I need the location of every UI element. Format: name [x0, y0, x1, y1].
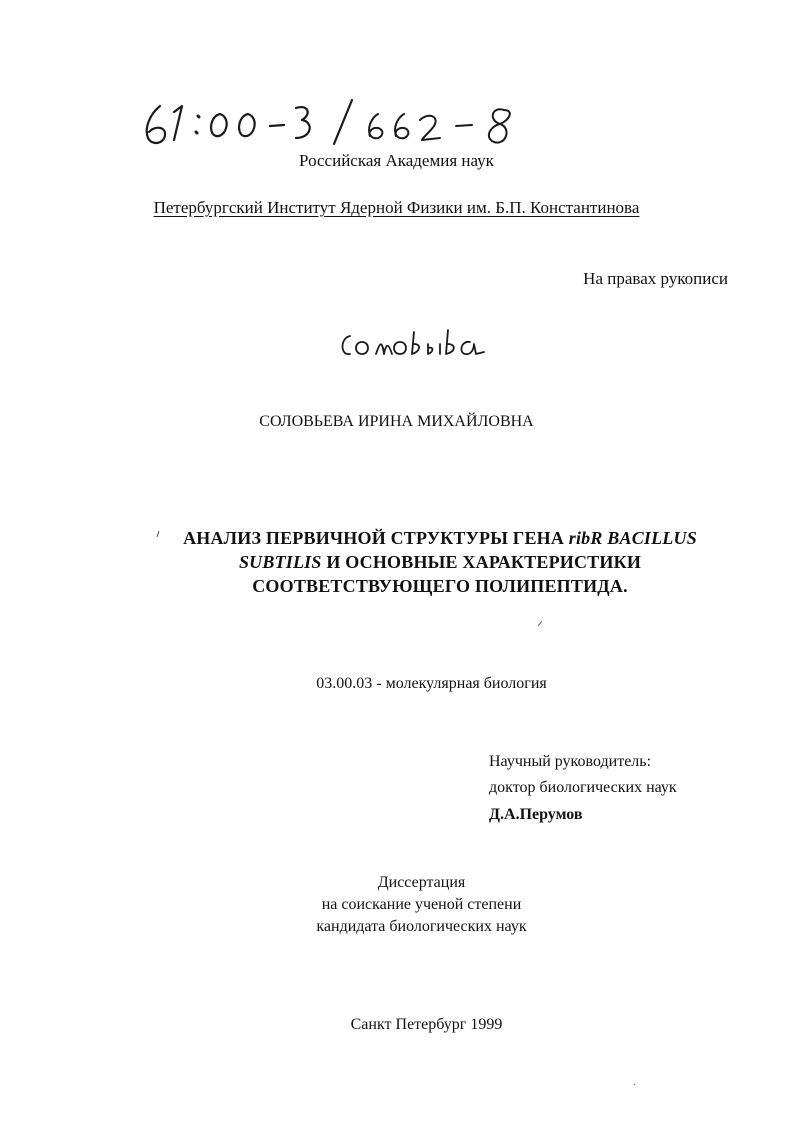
title-line-3: СООТВЕТСТВУЮЩЕГО ПОЛИПЕПТИДА.: [252, 576, 628, 596]
title-gene-name: ribR BACILLUS: [568, 528, 697, 548]
specialty-code: 03.00.03 - молекулярная биология: [316, 675, 547, 692]
institute-name: Петербургский Институт Ядерной Физики им. Б.П. Константинова: [153, 198, 640, 217]
supervisor-name: Д.А.Перумов: [489, 806, 583, 823]
academy-name: Российская Академия наук: [299, 151, 494, 170]
title-organism-name: SUBTILIS: [238, 552, 322, 572]
dissertation-field-line: кандидата биологических наук: [316, 918, 527, 935]
manuscript-rights-note: На правах рукописи: [583, 269, 728, 288]
author-full-name: СОЛОВЬЕВА ИРИНА МИХАЙЛОВНА: [259, 413, 534, 430]
supervisor-label: Научный руководитель:: [489, 753, 652, 770]
place-and-year: Санкт Петербург 1999: [350, 1016, 503, 1033]
supervisor-degree: доктор биологических наук: [489, 779, 677, 796]
dissertation-label: Диссертация: [377, 874, 466, 891]
title-line-1: АНАЛИЗ ПЕРВИЧНОЙ СТРУКТУРЫ ГЕНА ribR BACILLUS: [183, 528, 697, 548]
title-line-2: SUBTILIS И ОСНОВНЫЕ ХАРАКТЕРИСТИКИ: [238, 552, 642, 572]
dissertation-degree-line: на соискание ученой степени: [321, 896, 522, 913]
